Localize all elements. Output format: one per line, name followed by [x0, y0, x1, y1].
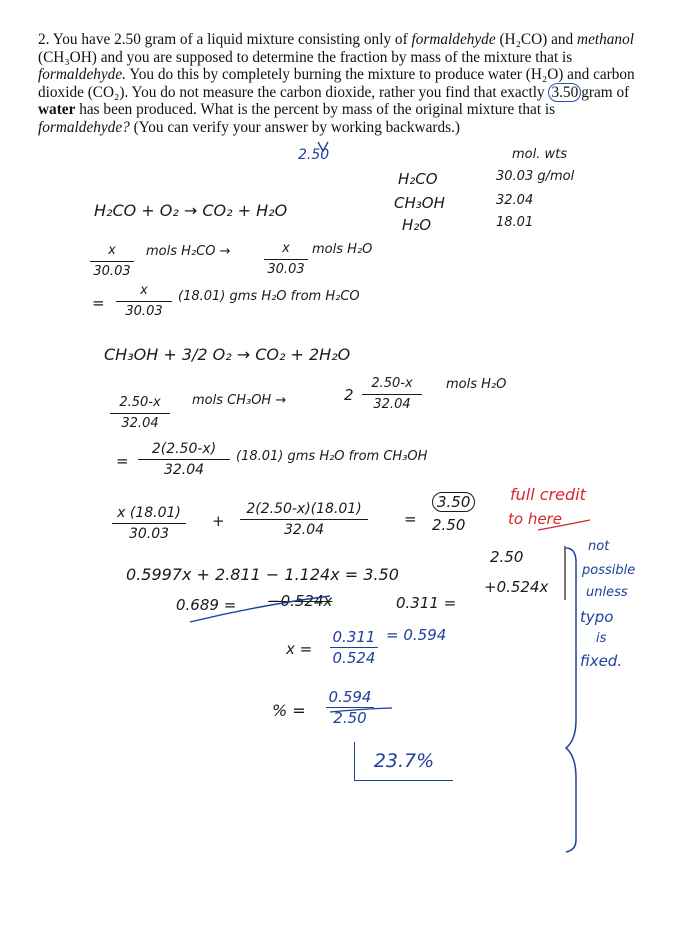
reaction-methanol: CH₃OH + 3/2 O₂ → CO₂ + 2H₂O: [104, 345, 351, 364]
plus-sign: +: [212, 512, 225, 530]
grams-h2o-from-h2co: (18.01) gms H₂O from H₂CO: [178, 289, 360, 304]
right-bracket: [566, 548, 576, 852]
species-ch3oh: CH₃OH: [394, 194, 445, 212]
problem-text-1: You have 2.50 gram of a liquid mixture consisting only of: [52, 31, 408, 48]
fraction-0-311-over-0-524: 0.311 0.524: [330, 628, 378, 667]
problem-text-2: and: [551, 31, 574, 48]
left-hand-0-689: 0.689 =: [176, 596, 237, 614]
formaldehyde-term: formaldehyde: [411, 31, 496, 48]
note-typo: typo: [580, 608, 614, 626]
fraction-250-minus-x-over-32-04-b: 2.50-x 32.04: [362, 375, 422, 414]
percent-label: % =: [272, 701, 306, 720]
grams-h2o-from-ch3oh: (18.01) gms H₂O from CH₃OH: [236, 449, 428, 464]
fraction-x-over-30-03-c: x 30.03: [116, 282, 172, 321]
fraction-250-minus-x-over-32-04: 2.50-x 32.04: [110, 394, 170, 433]
inserted-250-right: 2.50: [490, 548, 524, 566]
fraction-2-250-minus-x-over-32-04: 2(2.50-x) 32.04: [138, 440, 230, 479]
coefficient-2: 2: [344, 386, 354, 404]
value-250-below: 2.50: [432, 516, 466, 534]
problem-text-7: (You can verify your answer by working backwards.): [133, 118, 460, 136]
fraction-x-over-30-03: x 30.03: [90, 242, 134, 281]
note-fixed: fixed.: [580, 652, 623, 670]
note-possible: possible: [582, 563, 636, 578]
equals-sign-2: =: [116, 452, 129, 470]
x-label: x =: [286, 640, 313, 658]
methanol-term: methanol: [577, 31, 634, 48]
formaldehyde-formula: (H₂CO): [499, 31, 548, 48]
equals-sign-1: =: [92, 294, 105, 312]
water-term: water: [38, 101, 76, 119]
blue-strike-line: [190, 596, 330, 622]
formaldehyde-term-2: formaldehyde.: [38, 66, 126, 84]
mw-h2o: 18.01: [496, 215, 534, 230]
full-credit-note: full credit: [510, 485, 586, 504]
expanded-equation: 0.5997x + 2.811 − 1.124x = 3.50: [126, 565, 399, 584]
problem-text-6: has been produced. What is the percent by mass of the original mixture that is: [79, 101, 556, 119]
final-answer-box: 23.7%: [354, 742, 453, 781]
mols-h2o-text-2: mols H₂O: [446, 377, 507, 392]
formaldehyde-question: formaldehyde?: [38, 118, 130, 136]
problem-text-4: You do this by completely burning the mixture to produce water (H₂O) and carbon dioxide (CO₂). You do not measure the carbon dioxide, rather you find that exactly: [38, 66, 635, 101]
fraction-x-18-01-over-30-03: x (18.01) 30.03: [112, 504, 186, 543]
inserted-value-250: 2.50: [298, 147, 330, 163]
species-h2co: H₂CO: [398, 170, 438, 188]
x-result: = 0.594: [386, 626, 447, 644]
note-unless: unless: [586, 585, 628, 600]
problem-number: 2.: [38, 31, 50, 48]
mols-ch3oh-text: mols CH₃OH →: [192, 393, 287, 408]
reaction-formaldehyde: H₂CO + O₂ → CO₂ + H₂O: [94, 201, 288, 220]
fraction-x-over-30-03-b: x 30.03: [264, 240, 308, 279]
mols-h2o-text: mols H₂O: [312, 242, 373, 257]
right-hand-0-524x: +0.524x: [484, 578, 549, 596]
red-underline: [538, 520, 590, 530]
to-here-note: to here: [508, 510, 562, 528]
equals-sign-3: =: [404, 510, 417, 528]
mw-ch3oh: 32.04: [496, 193, 534, 208]
problem-text-3: (CH₃OH) and you are supposed to determine the fraction by mass of the mixture that is: [38, 48, 573, 66]
mw-h2co: 30.03 g/mol: [496, 169, 575, 184]
note-is: is: [596, 631, 607, 646]
note-not: not: [588, 539, 610, 554]
species-h2o: H₂O: [402, 216, 432, 234]
insertion-caret: [318, 142, 328, 151]
fraction-0-594-over-2-50: 0.594 2.50: [326, 688, 374, 727]
blue-underline: [330, 708, 392, 712]
problem-text-5: gram of: [581, 83, 630, 101]
circled-350: 3.50: [432, 492, 475, 512]
circled-mass-value: 3.50: [548, 83, 581, 102]
mol-wts-heading: mol. wts: [512, 147, 567, 162]
struck-term: −0.524x: [268, 592, 333, 610]
mols-h2co-text: mols H₂CO →: [146, 244, 231, 259]
left-hand-0-311: 0.311 =: [396, 594, 457, 612]
fraction-methanol-water-mass: 2(2.50-x)(18.01) 32.04: [240, 500, 368, 539]
